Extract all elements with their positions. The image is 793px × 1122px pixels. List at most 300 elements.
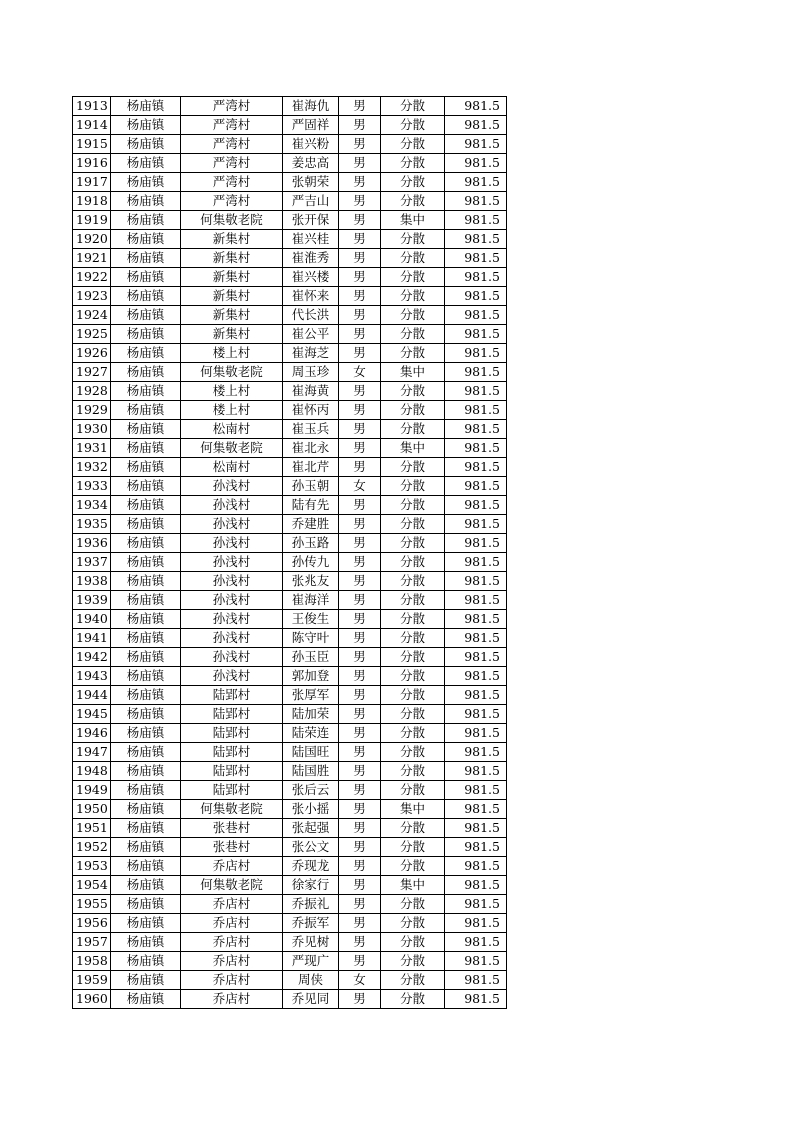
town-cell: 杨庙镇: [111, 230, 181, 249]
table-row: [73, 154, 507, 173]
support-type-cell: 分散: [381, 477, 445, 496]
gender-cell: 男: [339, 173, 381, 192]
town-cell: 杨庙镇: [111, 439, 181, 458]
town-cell: 杨庙镇: [111, 667, 181, 686]
support-type-cell: 分散: [381, 534, 445, 553]
support-type-cell: 集中: [381, 211, 445, 230]
name-cell: 崔怀丙: [283, 401, 339, 420]
row-number-cell: 1920: [73, 230, 111, 249]
table-row: [73, 553, 507, 572]
name-cell: 孙玉路: [283, 534, 339, 553]
table-row: [73, 933, 507, 952]
town-cell: 杨庙镇: [111, 173, 181, 192]
amount-cell: 981.5: [445, 781, 507, 800]
town-cell: 杨庙镇: [111, 895, 181, 914]
gender-cell: 男: [339, 762, 381, 781]
row-number-cell: 1931: [73, 439, 111, 458]
village-cell: 新集村: [181, 306, 283, 325]
amount-cell: 981.5: [445, 382, 507, 401]
name-cell: 崔海仇: [283, 97, 339, 116]
town-cell: 杨庙镇: [111, 648, 181, 667]
support-type-cell: 分散: [381, 895, 445, 914]
name-cell: 乔建胜: [283, 515, 339, 534]
table-row: [73, 591, 507, 610]
row-number-cell: 1921: [73, 249, 111, 268]
amount-cell: 981.5: [445, 534, 507, 553]
village-cell: 新集村: [181, 287, 283, 306]
village-cell: 孙浅村: [181, 515, 283, 534]
village-cell: 孙浅村: [181, 496, 283, 515]
gender-cell: 男: [339, 914, 381, 933]
village-cell: 孙浅村: [181, 610, 283, 629]
table-row: [73, 477, 507, 496]
table-row: [73, 857, 507, 876]
row-number-cell: 1948: [73, 762, 111, 781]
table-row: [73, 458, 507, 477]
village-cell: 孙浅村: [181, 648, 283, 667]
name-cell: 崔兴粉: [283, 135, 339, 154]
gender-cell: 男: [339, 154, 381, 173]
town-cell: 杨庙镇: [111, 705, 181, 724]
gender-cell: 男: [339, 287, 381, 306]
support-type-cell: 分散: [381, 553, 445, 572]
town-cell: 杨庙镇: [111, 914, 181, 933]
name-cell: 崔北芹: [283, 458, 339, 477]
support-type-cell: 分散: [381, 420, 445, 439]
village-cell: 新集村: [181, 249, 283, 268]
row-number-cell: 1926: [73, 344, 111, 363]
village-cell: 陆郢村: [181, 686, 283, 705]
town-cell: 杨庙镇: [111, 572, 181, 591]
town-cell: 杨庙镇: [111, 857, 181, 876]
amount-cell: 981.5: [445, 838, 507, 857]
support-type-cell: 分散: [381, 458, 445, 477]
gender-cell: 男: [339, 306, 381, 325]
name-cell: 崔怀来: [283, 287, 339, 306]
town-cell: 杨庙镇: [111, 591, 181, 610]
village-cell: 乔店村: [181, 914, 283, 933]
village-cell: 何集敬老院: [181, 363, 283, 382]
support-type-cell: 分散: [381, 686, 445, 705]
row-number-cell: 1945: [73, 705, 111, 724]
table-row: [73, 876, 507, 895]
name-cell: 张兆友: [283, 572, 339, 591]
name-cell: 孙玉臣: [283, 648, 339, 667]
table-row: [73, 629, 507, 648]
gender-cell: 男: [339, 648, 381, 667]
support-type-cell: 分散: [381, 724, 445, 743]
gender-cell: 男: [339, 876, 381, 895]
amount-cell: 981.5: [445, 211, 507, 230]
table-row: [73, 382, 507, 401]
town-cell: 杨庙镇: [111, 135, 181, 154]
table-row: [73, 781, 507, 800]
table-row: [73, 914, 507, 933]
table-row: [73, 192, 507, 211]
table-row: [73, 496, 507, 515]
village-cell: 乔店村: [181, 952, 283, 971]
town-cell: 杨庙镇: [111, 819, 181, 838]
amount-cell: 981.5: [445, 648, 507, 667]
name-cell: 姜忠高: [283, 154, 339, 173]
gender-cell: 男: [339, 819, 381, 838]
table-row: [73, 249, 507, 268]
amount-cell: 981.5: [445, 268, 507, 287]
name-cell: 崔海洋: [283, 591, 339, 610]
name-cell: 周玉珍: [283, 363, 339, 382]
table-row: [73, 705, 507, 724]
village-cell: 严湾村: [181, 97, 283, 116]
gender-cell: 男: [339, 572, 381, 591]
amount-cell: 981.5: [445, 629, 507, 648]
row-number-cell: 1954: [73, 876, 111, 895]
amount-cell: 981.5: [445, 724, 507, 743]
town-cell: 杨庙镇: [111, 325, 181, 344]
name-cell: 乔现龙: [283, 857, 339, 876]
village-cell: 张巷村: [181, 819, 283, 838]
support-type-cell: 分散: [381, 496, 445, 515]
amount-cell: 981.5: [445, 325, 507, 344]
row-number-cell: 1935: [73, 515, 111, 534]
village-cell: 严湾村: [181, 173, 283, 192]
name-cell: 王俊生: [283, 610, 339, 629]
table-row: [73, 268, 507, 287]
town-cell: 杨庙镇: [111, 515, 181, 534]
row-number-cell: 1928: [73, 382, 111, 401]
table-row: [73, 230, 507, 249]
town-cell: 杨庙镇: [111, 287, 181, 306]
name-cell: 崔北永: [283, 439, 339, 458]
village-cell: 松南村: [181, 420, 283, 439]
gender-cell: 男: [339, 439, 381, 458]
gender-cell: 男: [339, 781, 381, 800]
table-row: [73, 686, 507, 705]
support-type-cell: 分散: [381, 249, 445, 268]
table-row: [73, 572, 507, 591]
village-cell: 楼上村: [181, 344, 283, 363]
row-number-cell: 1932: [73, 458, 111, 477]
row-number-cell: 1958: [73, 952, 111, 971]
amount-cell: 981.5: [445, 553, 507, 572]
support-type-cell: 分散: [381, 781, 445, 800]
support-type-cell: 分散: [381, 325, 445, 344]
row-number-cell: 1947: [73, 743, 111, 762]
village-cell: 乔店村: [181, 895, 283, 914]
town-cell: 杨庙镇: [111, 952, 181, 971]
gender-cell: 男: [339, 420, 381, 439]
amount-cell: 981.5: [445, 363, 507, 382]
name-cell: 崔公平: [283, 325, 339, 344]
table-row: [73, 610, 507, 629]
name-cell: 崔淮秀: [283, 249, 339, 268]
name-cell: 张小摇: [283, 800, 339, 819]
support-type-cell: 集中: [381, 439, 445, 458]
support-type-cell: 分散: [381, 382, 445, 401]
support-type-cell: 分散: [381, 629, 445, 648]
row-number-cell: 1933: [73, 477, 111, 496]
row-number-cell: 1956: [73, 914, 111, 933]
amount-cell: 981.5: [445, 477, 507, 496]
support-type-cell: 分散: [381, 401, 445, 420]
gender-cell: 男: [339, 496, 381, 515]
gender-cell: 男: [339, 743, 381, 762]
table-row: [73, 724, 507, 743]
town-cell: 杨庙镇: [111, 477, 181, 496]
gender-cell: 男: [339, 724, 381, 743]
row-number-cell: 1951: [73, 819, 111, 838]
row-number-cell: 1923: [73, 287, 111, 306]
name-cell: 张后云: [283, 781, 339, 800]
support-type-cell: 分散: [381, 952, 445, 971]
support-type-cell: 分散: [381, 914, 445, 933]
amount-cell: 981.5: [445, 401, 507, 420]
gender-cell: 男: [339, 838, 381, 857]
support-type-cell: 分散: [381, 344, 445, 363]
amount-cell: 981.5: [445, 990, 507, 1009]
name-cell: 代长洪: [283, 306, 339, 325]
table-body: [73, 97, 507, 1009]
row-number-cell: 1925: [73, 325, 111, 344]
row-number-cell: 1960: [73, 990, 111, 1009]
row-number-cell: 1918: [73, 192, 111, 211]
support-type-cell: 分散: [381, 591, 445, 610]
support-type-cell: 分散: [381, 97, 445, 116]
name-cell: 陆国旺: [283, 743, 339, 762]
row-number-cell: 1943: [73, 667, 111, 686]
village-cell: 新集村: [181, 325, 283, 344]
town-cell: 杨庙镇: [111, 344, 181, 363]
town-cell: 杨庙镇: [111, 496, 181, 515]
village-cell: 何集敬老院: [181, 876, 283, 895]
name-cell: 张公文: [283, 838, 339, 857]
amount-cell: 981.5: [445, 895, 507, 914]
name-cell: 乔见树: [283, 933, 339, 952]
village-cell: 孙浅村: [181, 553, 283, 572]
town-cell: 杨庙镇: [111, 401, 181, 420]
gender-cell: 男: [339, 933, 381, 952]
amount-cell: 981.5: [445, 287, 507, 306]
village-cell: 陆郢村: [181, 781, 283, 800]
name-cell: 陆加荣: [283, 705, 339, 724]
support-type-cell: 分散: [381, 819, 445, 838]
town-cell: 杨庙镇: [111, 420, 181, 439]
support-type-cell: 分散: [381, 135, 445, 154]
name-cell: 陆国胜: [283, 762, 339, 781]
village-cell: 孙浅村: [181, 667, 283, 686]
amount-cell: 981.5: [445, 914, 507, 933]
name-cell: 崔海黄: [283, 382, 339, 401]
amount-cell: 981.5: [445, 306, 507, 325]
row-number-cell: 1929: [73, 401, 111, 420]
gender-cell: 男: [339, 344, 381, 363]
town-cell: 杨庙镇: [111, 971, 181, 990]
row-number-cell: 1942: [73, 648, 111, 667]
village-cell: 何集敬老院: [181, 800, 283, 819]
town-cell: 杨庙镇: [111, 781, 181, 800]
row-number-cell: 1959: [73, 971, 111, 990]
row-number-cell: 1915: [73, 135, 111, 154]
village-cell: 新集村: [181, 230, 283, 249]
gender-cell: 男: [339, 952, 381, 971]
town-cell: 杨庙镇: [111, 990, 181, 1009]
village-cell: 陆郢村: [181, 743, 283, 762]
name-cell: 乔振军: [283, 914, 339, 933]
row-number-cell: 1938: [73, 572, 111, 591]
amount-cell: 981.5: [445, 800, 507, 819]
amount-cell: 981.5: [445, 97, 507, 116]
amount-cell: 981.5: [445, 819, 507, 838]
town-cell: 杨庙镇: [111, 762, 181, 781]
village-cell: 严湾村: [181, 154, 283, 173]
amount-cell: 981.5: [445, 705, 507, 724]
amount-cell: 981.5: [445, 876, 507, 895]
name-cell: 孙传九: [283, 553, 339, 572]
gender-cell: 男: [339, 629, 381, 648]
gender-cell: 男: [339, 591, 381, 610]
village-cell: 张巷村: [181, 838, 283, 857]
support-type-cell: 分散: [381, 743, 445, 762]
amount-cell: 981.5: [445, 933, 507, 952]
gender-cell: 男: [339, 458, 381, 477]
gender-cell: 男: [339, 553, 381, 572]
row-number-cell: 1913: [73, 97, 111, 116]
support-type-cell: 分散: [381, 838, 445, 857]
name-cell: 张起强: [283, 819, 339, 838]
name-cell: 乔见同: [283, 990, 339, 1009]
table-row: [73, 990, 507, 1009]
table-row: [73, 952, 507, 971]
town-cell: 杨庙镇: [111, 458, 181, 477]
village-cell: 何集敬老院: [181, 439, 283, 458]
gender-cell: 男: [339, 325, 381, 344]
amount-cell: 981.5: [445, 116, 507, 135]
row-number-cell: 1946: [73, 724, 111, 743]
table-row: [73, 287, 507, 306]
town-cell: 杨庙镇: [111, 534, 181, 553]
amount-cell: 981.5: [445, 420, 507, 439]
village-cell: 孙浅村: [181, 477, 283, 496]
town-cell: 杨庙镇: [111, 154, 181, 173]
name-cell: 张开保: [283, 211, 339, 230]
row-number-cell: 1952: [73, 838, 111, 857]
gender-cell: 男: [339, 135, 381, 154]
town-cell: 杨庙镇: [111, 192, 181, 211]
village-cell: 松南村: [181, 458, 283, 477]
town-cell: 杨庙镇: [111, 553, 181, 572]
row-number-cell: 1937: [73, 553, 111, 572]
gender-cell: 男: [339, 857, 381, 876]
support-type-cell: 分散: [381, 705, 445, 724]
town-cell: 杨庙镇: [111, 610, 181, 629]
amount-cell: 981.5: [445, 667, 507, 686]
amount-cell: 981.5: [445, 743, 507, 762]
gender-cell: 男: [339, 230, 381, 249]
name-cell: 陆荣连: [283, 724, 339, 743]
table-row: [73, 211, 507, 230]
gender-cell: 男: [339, 895, 381, 914]
table-row: [73, 971, 507, 990]
town-cell: 杨庙镇: [111, 838, 181, 857]
gender-cell: 男: [339, 401, 381, 420]
village-cell: 乔店村: [181, 990, 283, 1009]
name-cell: 严固祥: [283, 116, 339, 135]
row-number-cell: 1917: [73, 173, 111, 192]
support-type-cell: 分散: [381, 173, 445, 192]
name-cell: 崔兴楼: [283, 268, 339, 287]
gender-cell: 男: [339, 705, 381, 724]
table-row: [73, 306, 507, 325]
town-cell: 杨庙镇: [111, 724, 181, 743]
support-type-cell: 分散: [381, 648, 445, 667]
gender-cell: 男: [339, 249, 381, 268]
amount-cell: 981.5: [445, 515, 507, 534]
name-cell: 孙玉朝: [283, 477, 339, 496]
village-cell: 严湾村: [181, 192, 283, 211]
table-row: [73, 648, 507, 667]
name-cell: 严现广: [283, 952, 339, 971]
gender-cell: 女: [339, 971, 381, 990]
table-row: [73, 515, 507, 534]
table-row: [73, 534, 507, 553]
gender-cell: 男: [339, 192, 381, 211]
name-cell: 徐家行: [283, 876, 339, 895]
row-number-cell: 1955: [73, 895, 111, 914]
town-cell: 杨庙镇: [111, 933, 181, 952]
row-number-cell: 1922: [73, 268, 111, 287]
town-cell: 杨庙镇: [111, 97, 181, 116]
amount-cell: 981.5: [445, 135, 507, 154]
table-row: [73, 135, 507, 154]
row-number-cell: 1919: [73, 211, 111, 230]
table-row: [73, 667, 507, 686]
table-row: [73, 420, 507, 439]
town-cell: 杨庙镇: [111, 382, 181, 401]
support-type-cell: 分散: [381, 268, 445, 287]
amount-cell: 981.5: [445, 591, 507, 610]
row-number-cell: 1916: [73, 154, 111, 173]
amount-cell: 981.5: [445, 971, 507, 990]
row-number-cell: 1950: [73, 800, 111, 819]
village-cell: 陆郢村: [181, 705, 283, 724]
support-type-cell: 分散: [381, 857, 445, 876]
village-cell: 乔店村: [181, 857, 283, 876]
amount-cell: 981.5: [445, 249, 507, 268]
gender-cell: 男: [339, 610, 381, 629]
town-cell: 杨庙镇: [111, 306, 181, 325]
town-cell: 杨庙镇: [111, 268, 181, 287]
village-cell: 孙浅村: [181, 629, 283, 648]
row-number-cell: 1936: [73, 534, 111, 553]
amount-cell: 981.5: [445, 154, 507, 173]
name-cell: 周侠: [283, 971, 339, 990]
support-type-cell: 分散: [381, 971, 445, 990]
support-type-cell: 集中: [381, 800, 445, 819]
support-type-cell: 分散: [381, 116, 445, 135]
table-row: [73, 363, 507, 382]
amount-cell: 981.5: [445, 952, 507, 971]
table-row: [73, 344, 507, 363]
amount-cell: 981.5: [445, 572, 507, 591]
support-type-cell: 分散: [381, 287, 445, 306]
gender-cell: 男: [339, 211, 381, 230]
amount-cell: 981.5: [445, 344, 507, 363]
name-cell: 陆有先: [283, 496, 339, 515]
town-cell: 杨庙镇: [111, 363, 181, 382]
amount-cell: 981.5: [445, 458, 507, 477]
row-number-cell: 1944: [73, 686, 111, 705]
table-row: [73, 401, 507, 420]
table-row: [73, 173, 507, 192]
